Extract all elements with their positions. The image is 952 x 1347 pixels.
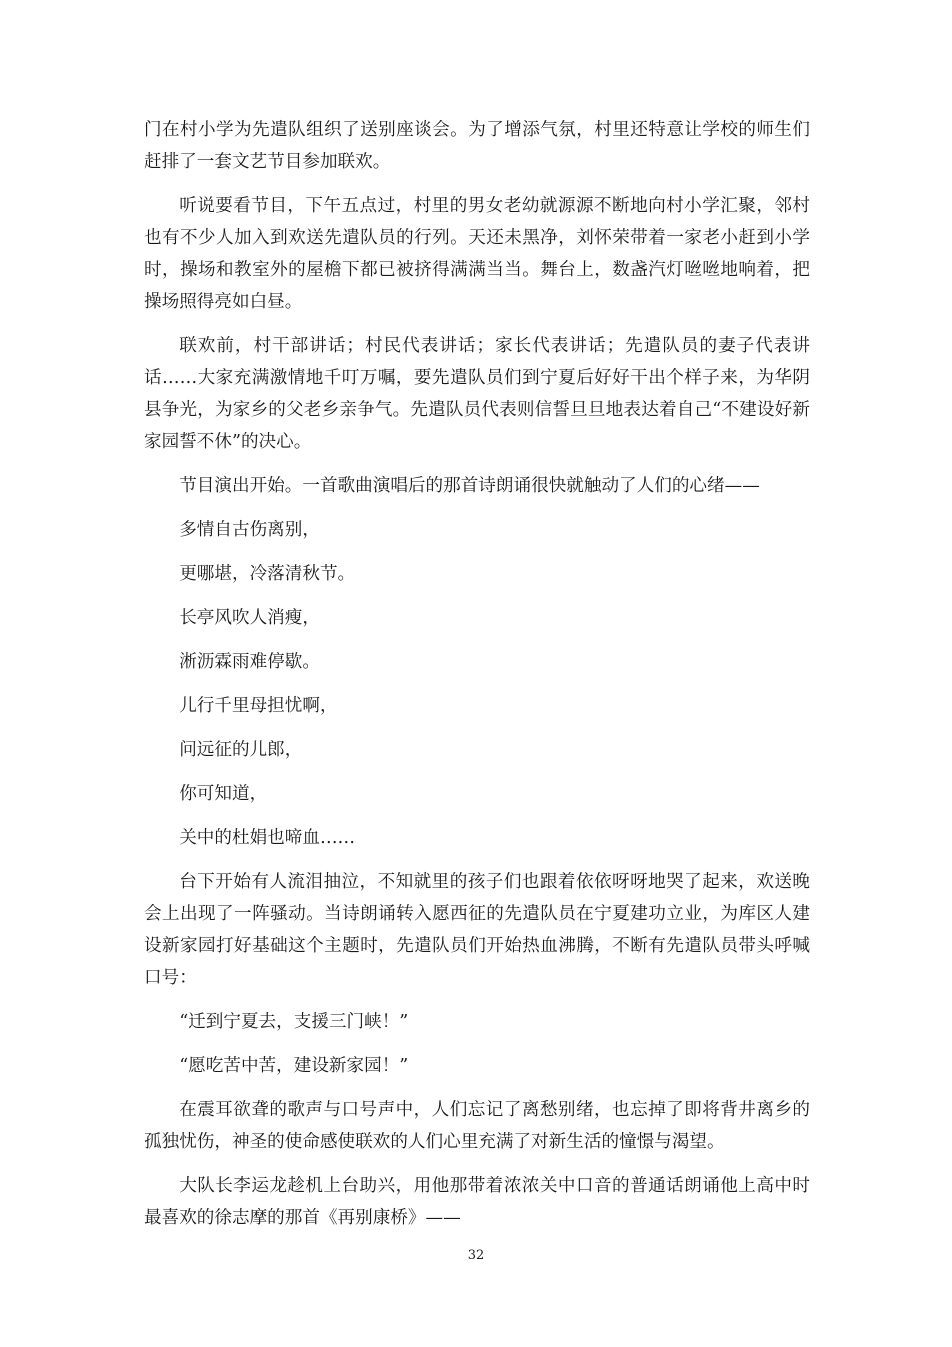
poem-line: 多情自古伤离别， <box>179 520 320 540</box>
poem-line: 更哪堪，冷落清秋节。 <box>179 564 356 584</box>
paragraph: 门在村小学为先遣队组织了送别座谈会。为了增添气氛，村里还特意让学校的师生们赶排了一套文艺节目参加联欢。 <box>144 120 810 172</box>
paragraph: 联欢前，村干部讲话；村民代表讲话；家长代表讲话；先遣队员的妻子代表讲话……大家充满激情地千叮万嘱，要先遣队员们到宁夏后好好干出个样子来，为华阴县争光，为家乡的父老乡亲争气。先遣队员代表则信誓旦旦地表达着自己“不建设好新家园誓不休”的决心。 <box>144 336 810 452</box>
page-number: 32 <box>467 1248 485 1263</box>
slogan-line: “迁到宁夏去，支援三门峡！” <box>179 1012 409 1032</box>
poem-line: 关中的杜娟也啼血…… <box>179 828 356 848</box>
poem-line: 你可知道， <box>179 784 268 804</box>
body-text <box>144 114 810 1246</box>
paragraph: 台下开始有人流泪抽泣，不知就里的孩子们也跟着依依呀呀地哭了起来，欢送晚会上出现了一阵骚动。当诗朗诵转入愿西征的先遣队员在宁夏建功立业，为库区人建设新家园打好基础这个主题时，先遣队员们开始热血沸腾，不断有先遣队员带头呼喊口号： <box>144 872 810 988</box>
slogan-line: “愿吃苦中苦，建设新家园！” <box>179 1056 409 1076</box>
poem-line: 淅沥霖雨难停歇。 <box>179 652 320 672</box>
paragraph: 节目演出开始。一首歌曲演唱后的那首诗朗诵很快就触动了人们的心绪—— <box>179 476 760 496</box>
paragraph: 在震耳欲聋的歌声与口号声中，人们忘记了离愁别绪，也忘掉了即将背井离乡的孤独忧伤，神圣的使命感使联欢的人们心里充满了对新生活的憧憬与渴望。 <box>144 1100 810 1152</box>
paragraph: 大队长李运龙趁机上台助兴，用他那带着浓浓关中口音的普通话朗诵他上高中时最喜欢的徐志摩的那首《再别康桥》—— <box>144 1176 810 1228</box>
poem-line: 长亭风吹人消瘦， <box>179 608 320 628</box>
paragraph: 听说要看节目，下午五点过，村里的男女老幼就源源不断地向村小学汇聚，邻村也有不少人加入到欢送先遣队员的行列。天还未黑净，刘怀荣带着一家老小赶到小学时，操场和教室外的屋檐下都已被挤得满满当当。舞台上，数盏汽灯咝咝地响着，把操场照得亮如白昼。 <box>144 196 810 312</box>
poem-line: 问远征的儿郎， <box>179 740 303 760</box>
poem-line: 儿行千里母担忧啊， <box>179 696 338 716</box>
